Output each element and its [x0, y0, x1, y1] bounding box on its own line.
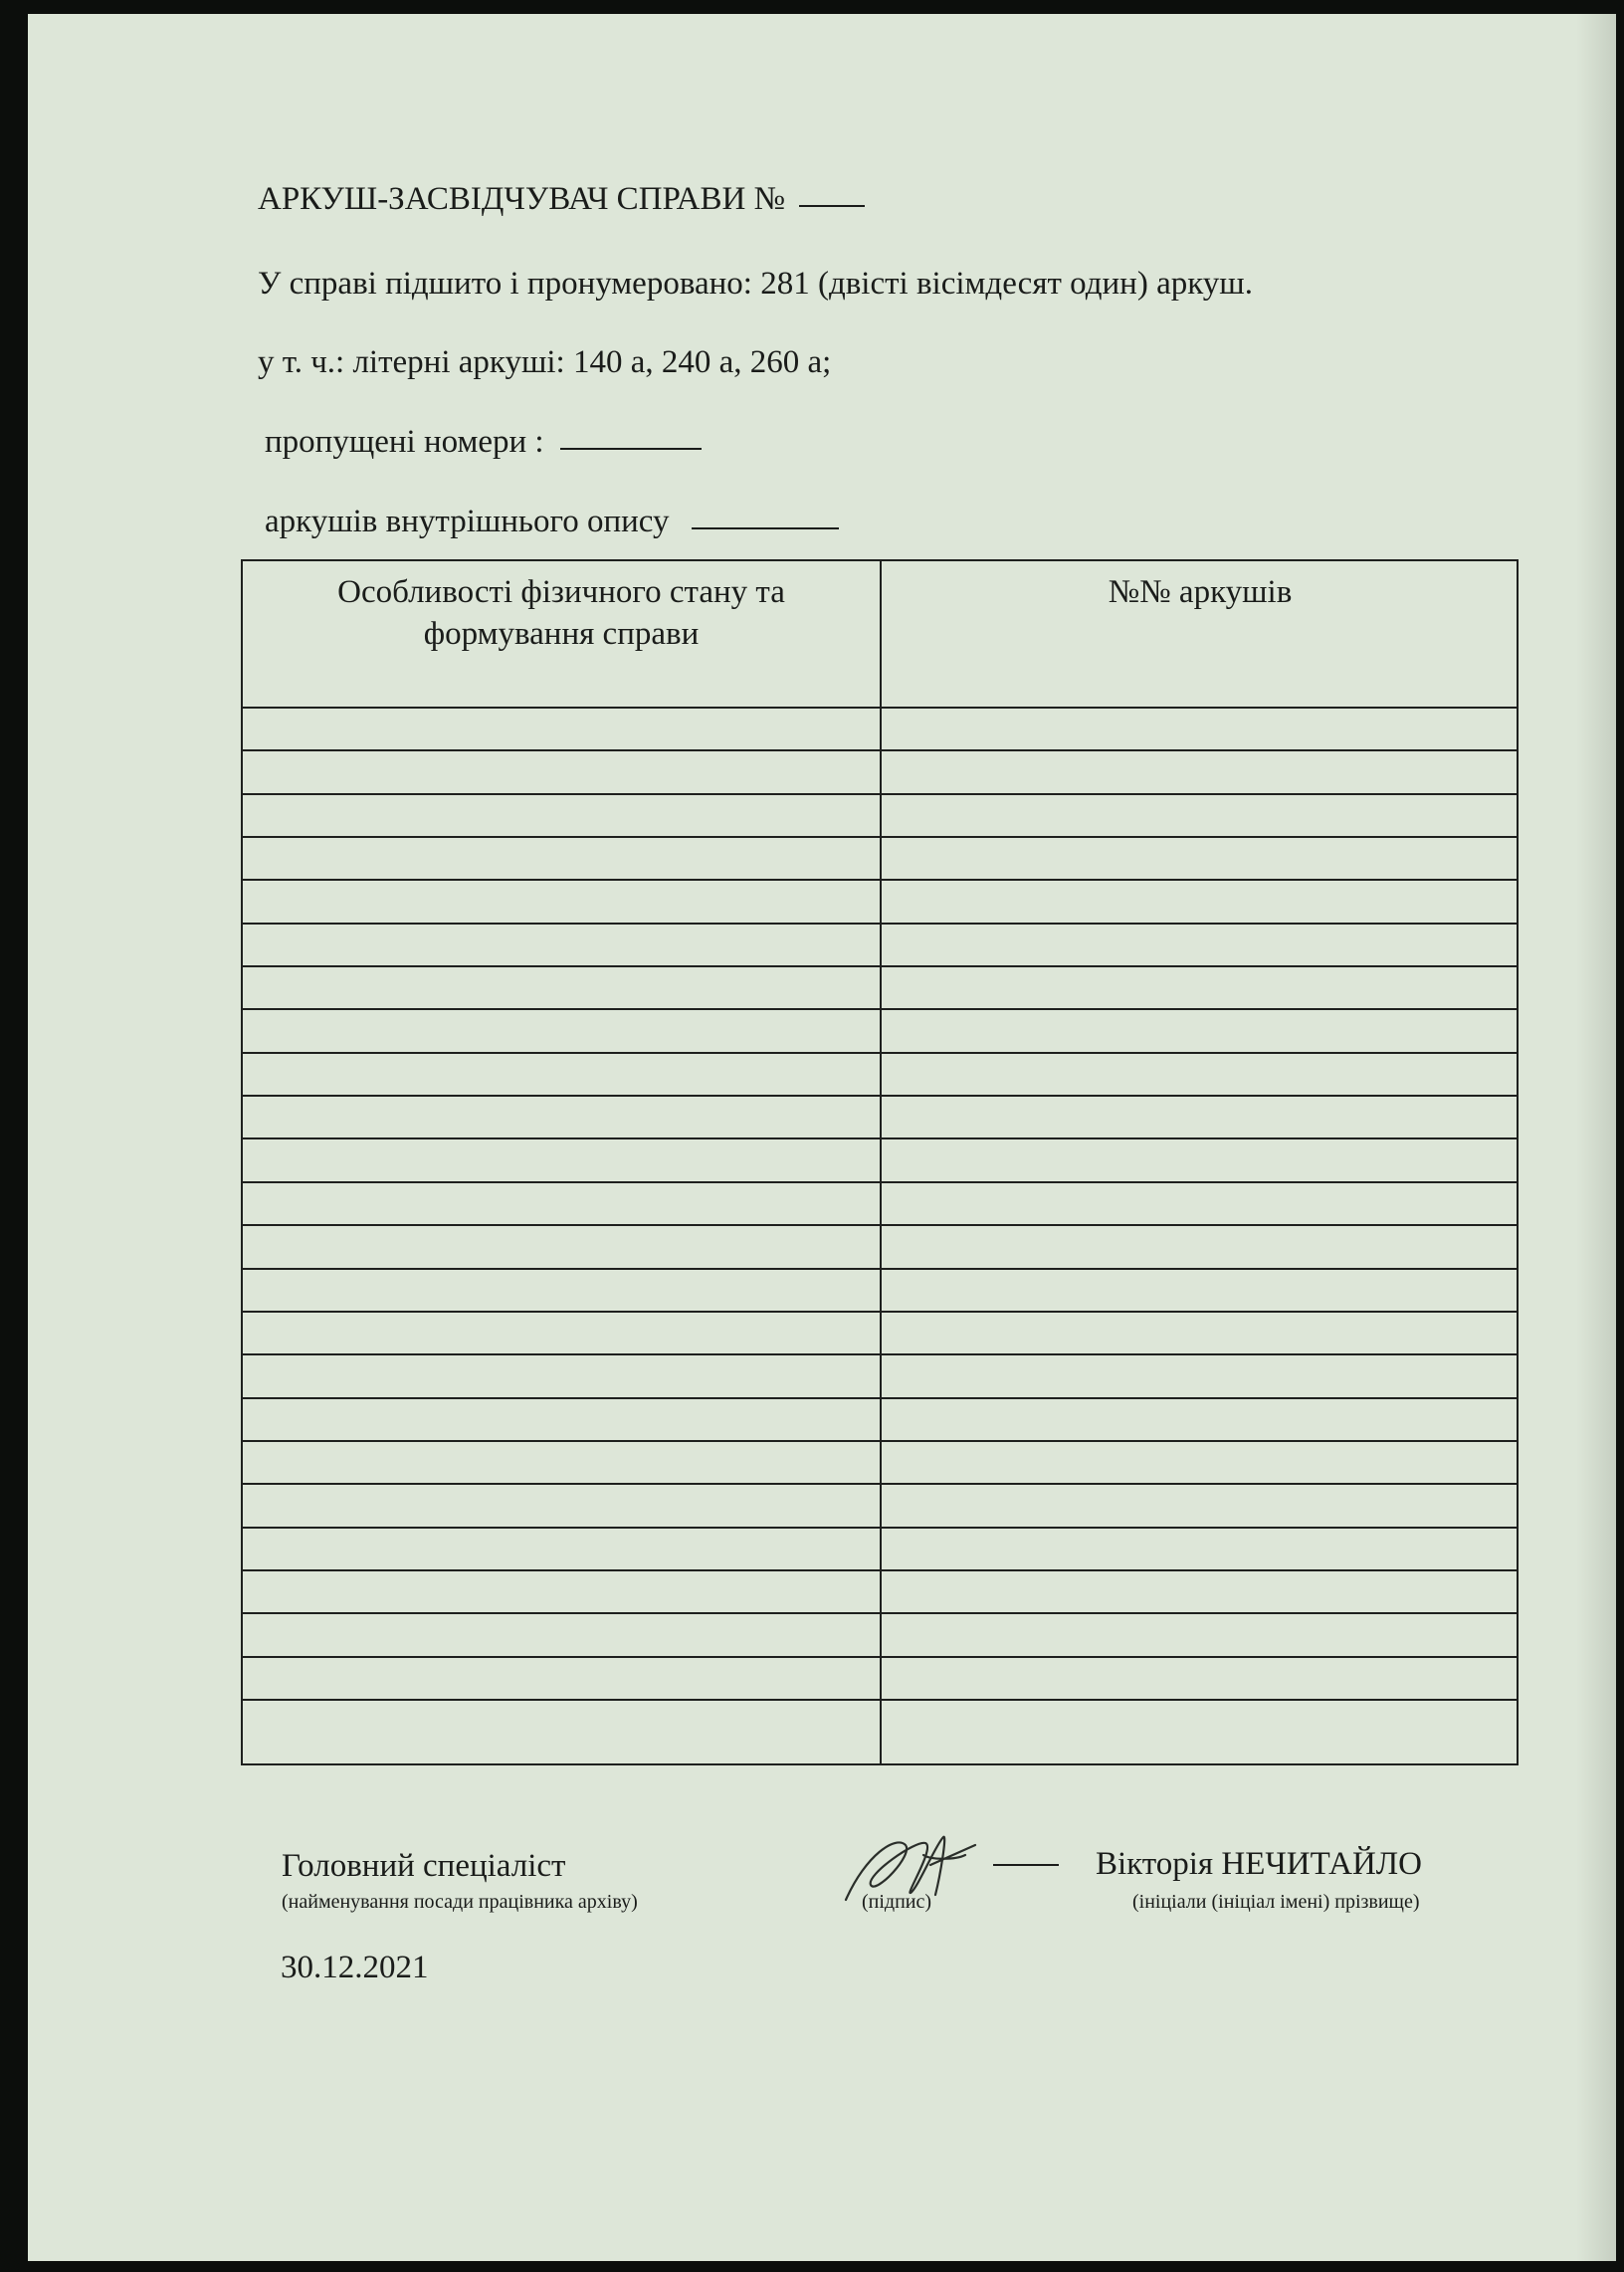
column-header-sheets-text: №№ аркушів — [1108, 574, 1293, 610]
table-row — [243, 749, 1517, 751]
table-row — [243, 1224, 1517, 1226]
table-row — [243, 1353, 1517, 1355]
column-header-sheets — [882, 561, 1519, 707]
table-row — [243, 1656, 1517, 1658]
sheets-count-text: У справі підшито і пронумеровано: 281 (двісті вісімдесят один) аркуш. — [258, 266, 1253, 302]
missing-numbers-blank — [560, 447, 702, 450]
table-row — [243, 1527, 1517, 1529]
table-row — [243, 793, 1517, 795]
inner-inventory-label: аркушів внутрішнього опису — [265, 504, 670, 539]
document-page — [28, 14, 1616, 2261]
document-title-text: АРКУШ-ЗАСВІДЧУВАЧ СПРАВИ № — [258, 181, 786, 217]
signature-caption: (підпис) — [862, 1891, 932, 1913]
table-row — [243, 1008, 1517, 1010]
table-row — [243, 923, 1517, 925]
table-row — [243, 965, 1517, 967]
table-row — [243, 1311, 1517, 1313]
position-title: Головний спеціаліст — [282, 1848, 566, 1884]
column-divider — [880, 561, 882, 1763]
case-number-blank — [799, 204, 865, 207]
column-header-condition — [243, 561, 880, 707]
table-row — [243, 1095, 1517, 1097]
sheets-count-line — [258, 268, 1253, 301]
table-row — [243, 1612, 1517, 1614]
table-row — [243, 836, 1517, 838]
document-title — [258, 183, 865, 216]
table-row — [243, 1699, 1517, 1701]
column-header-condition-line1: Особливості фізичного стану та — [337, 574, 785, 610]
position-caption: (найменування посади працівника архіву) — [282, 1891, 638, 1913]
letter-sheets-text: у т. ч.: літерні аркуші: 140 а, 240 а, 260 а; — [258, 344, 832, 380]
table-row — [243, 1268, 1517, 1270]
table-row — [243, 879, 1517, 881]
table-row — [243, 1569, 1517, 1571]
table-row — [243, 1440, 1517, 1442]
table-row — [243, 707, 1517, 709]
table-row — [243, 1052, 1517, 1054]
missing-numbers-line — [265, 426, 702, 459]
table-row — [243, 1483, 1517, 1485]
table-row — [243, 1137, 1517, 1139]
signer-name: Вікторія НЕЧИТАЙЛО — [1096, 1846, 1423, 1882]
physical-condition-table — [241, 559, 1519, 1765]
inner-inventory-line — [265, 506, 839, 538]
column-header-condition-line2: формування справи — [423, 616, 700, 652]
inner-inventory-blank — [692, 526, 839, 529]
name-caption: (ініціали (ініціал імені) прізвище) — [1132, 1891, 1420, 1913]
name-dash — [993, 1864, 1059, 1866]
letter-sheets-line — [258, 346, 831, 379]
missing-numbers-label: пропущені номери : — [265, 424, 544, 460]
table-row — [243, 1397, 1517, 1399]
document-date: 30.12.2021 — [281, 1950, 429, 1985]
table-row — [243, 1181, 1517, 1183]
